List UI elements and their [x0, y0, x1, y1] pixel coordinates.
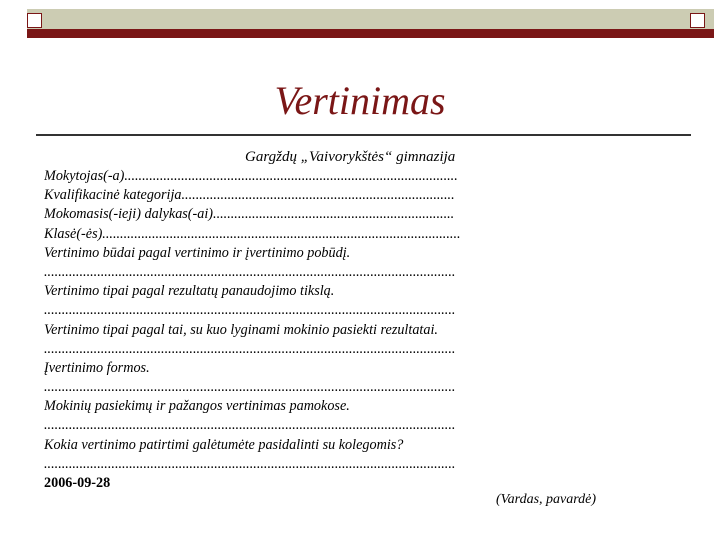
answer-line: .................................................................................................................... — [44, 340, 456, 357]
question-evaluation-forms: Įvertinimo formos. — [44, 359, 150, 376]
subject-line: Mokomasis(-ieji) dalykas(-ai).................................................................... — [44, 206, 455, 223]
school-name: Gargždų „Vaivorykštės“ gimnazija — [245, 149, 456, 165]
top-accent-stripe — [27, 29, 714, 38]
question-assessment-types-purpose: Vertinimo tipai pagal rezultatų panaudojimo tikslą. — [44, 283, 335, 300]
signature-label: (Vardas, pavardė) — [496, 492, 597, 507]
qualification-line: Kvalifikacinė kategorija............................................................................. — [44, 187, 455, 204]
left-square-icon — [27, 13, 42, 28]
answer-line: .................................................................................................................... — [44, 302, 456, 319]
slide-title: Vertinimas — [274, 78, 446, 123]
question-experience-sharing: Kokia vertinimo patirtimi galėtumėte pasidalinti su kolegomis? — [44, 436, 404, 453]
class-line: Klasė(-ės)..................................................................................................... — [44, 225, 461, 242]
answer-line: .................................................................................................................... — [44, 417, 456, 434]
form-date: 2006-09-28 — [44, 475, 111, 491]
right-square-icon — [690, 13, 705, 28]
answer-line: .................................................................................................................... — [44, 379, 456, 396]
answer-line: .................................................................................................................... — [44, 263, 456, 280]
form-body — [44, 167, 604, 493]
question-assessment-methods: Vertinimo būdai pagal vertinimo ir įvertinimo pobūdį. — [44, 244, 351, 261]
question-achievement-assessment: Mokinių pasiekimų ir pažangos vertinimas pamokose. — [44, 398, 350, 415]
answer-line: .................................................................................................................... — [44, 455, 456, 472]
question-assessment-types-comparison: Vertinimo tipai pagal tai, su kuo lyginami mokinio pasiekti rezultatai. — [44, 321, 438, 338]
title-divider — [36, 134, 691, 136]
teacher-line: Mokytojas(-a).............................................................................................. — [44, 168, 458, 184]
